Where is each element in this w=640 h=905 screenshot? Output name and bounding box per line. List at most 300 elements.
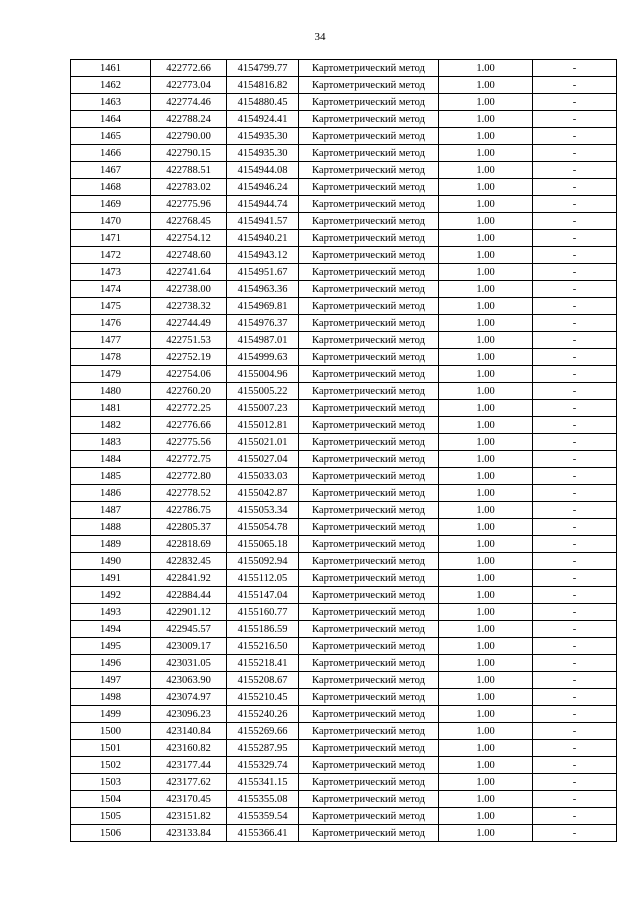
point-number-cell: 1468 <box>71 179 151 196</box>
x-coordinate-cell: 422754.12 <box>151 230 227 247</box>
method-cell: Картометрический метод <box>299 451 439 468</box>
x-coordinate-cell: 422768.45 <box>151 213 227 230</box>
accuracy-cell: 1.00 <box>439 451 533 468</box>
y-coordinate-cell: 4154924.41 <box>227 111 299 128</box>
method-cell: Картометрический метод <box>299 502 439 519</box>
y-coordinate-cell: 4155240.26 <box>227 706 299 723</box>
method-cell: Картометрический метод <box>299 757 439 774</box>
accuracy-cell: 1.00 <box>439 196 533 213</box>
x-coordinate-cell: 422741.64 <box>151 264 227 281</box>
table-row <box>71 740 617 757</box>
y-coordinate-cell: 4155007.23 <box>227 400 299 417</box>
note-cell: - <box>533 213 617 230</box>
method-cell: Картометрический метод <box>299 400 439 417</box>
x-coordinate-cell: 422776.66 <box>151 417 227 434</box>
note-cell: - <box>533 655 617 672</box>
x-coordinate-cell: 422832.45 <box>151 553 227 570</box>
method-cell: Картометрический метод <box>299 366 439 383</box>
table-row <box>71 77 617 94</box>
x-coordinate-cell: 422818.69 <box>151 536 227 553</box>
x-coordinate-cell: 423160.82 <box>151 740 227 757</box>
table-row <box>71 689 617 706</box>
table-row <box>71 179 617 196</box>
x-coordinate-cell: 423170.45 <box>151 791 227 808</box>
accuracy-cell: 1.00 <box>439 808 533 825</box>
x-coordinate-cell: 422774.46 <box>151 94 227 111</box>
accuracy-cell: 1.00 <box>439 111 533 128</box>
y-coordinate-cell: 4155208.67 <box>227 672 299 689</box>
table-row <box>71 604 617 621</box>
y-coordinate-cell: 4155112.05 <box>227 570 299 587</box>
method-cell: Картометрический метод <box>299 740 439 757</box>
note-cell: - <box>533 366 617 383</box>
x-coordinate-cell: 422773.04 <box>151 77 227 94</box>
table-row <box>71 417 617 434</box>
accuracy-cell: 1.00 <box>439 213 533 230</box>
table-row <box>71 111 617 128</box>
point-number-cell: 1481 <box>71 400 151 417</box>
method-cell: Картометрический метод <box>299 264 439 281</box>
method-cell: Картометрический метод <box>299 332 439 349</box>
accuracy-cell: 1.00 <box>439 77 533 94</box>
coordinates-table-body <box>71 60 617 842</box>
table-row <box>71 825 617 842</box>
note-cell: - <box>533 808 617 825</box>
note-cell: - <box>533 638 617 655</box>
table-row <box>71 468 617 485</box>
accuracy-cell: 1.00 <box>439 604 533 621</box>
point-number-cell: 1492 <box>71 587 151 604</box>
accuracy-cell: 1.00 <box>439 655 533 672</box>
accuracy-cell: 1.00 <box>439 689 533 706</box>
method-cell: Картометрический метод <box>299 417 439 434</box>
y-coordinate-cell: 4155012.81 <box>227 417 299 434</box>
y-coordinate-cell: 4155287.95 <box>227 740 299 757</box>
accuracy-cell: 1.00 <box>439 281 533 298</box>
x-coordinate-cell: 423074.97 <box>151 689 227 706</box>
method-cell: Картометрический метод <box>299 315 439 332</box>
point-number-cell: 1474 <box>71 281 151 298</box>
y-coordinate-cell: 4155004.96 <box>227 366 299 383</box>
method-cell: Картометрический метод <box>299 179 439 196</box>
note-cell: - <box>533 740 617 757</box>
point-number-cell: 1465 <box>71 128 151 145</box>
point-number-cell: 1487 <box>71 502 151 519</box>
accuracy-cell: 1.00 <box>439 264 533 281</box>
x-coordinate-cell: 422738.00 <box>151 281 227 298</box>
accuracy-cell: 1.00 <box>439 94 533 111</box>
table-row <box>71 298 617 315</box>
y-coordinate-cell: 4155186.59 <box>227 621 299 638</box>
method-cell: Картометрический метод <box>299 553 439 570</box>
y-coordinate-cell: 4154946.24 <box>227 179 299 196</box>
accuracy-cell: 1.00 <box>439 162 533 179</box>
accuracy-cell: 1.00 <box>439 774 533 791</box>
accuracy-cell: 1.00 <box>439 485 533 502</box>
table-row <box>71 145 617 162</box>
x-coordinate-cell: 422884.44 <box>151 587 227 604</box>
page-number: 34 <box>314 31 326 43</box>
method-cell: Картометрический метод <box>299 383 439 400</box>
y-coordinate-cell: 4155042.87 <box>227 485 299 502</box>
point-number-cell: 1476 <box>71 315 151 332</box>
y-coordinate-cell: 4154880.45 <box>227 94 299 111</box>
y-coordinate-cell: 4154816.82 <box>227 77 299 94</box>
method-cell: Картометрический метод <box>299 655 439 672</box>
note-cell: - <box>533 111 617 128</box>
note-cell: - <box>533 672 617 689</box>
x-coordinate-cell: 422805.37 <box>151 519 227 536</box>
note-cell: - <box>533 77 617 94</box>
note-cell: - <box>533 298 617 315</box>
x-coordinate-cell: 422901.12 <box>151 604 227 621</box>
point-number-cell: 1477 <box>71 332 151 349</box>
point-number-cell: 1497 <box>71 672 151 689</box>
x-coordinate-cell: 423151.82 <box>151 808 227 825</box>
accuracy-cell: 1.00 <box>439 400 533 417</box>
method-cell: Картометрический метод <box>299 349 439 366</box>
y-coordinate-cell: 4155269.66 <box>227 723 299 740</box>
table-row <box>71 519 617 536</box>
table-row <box>71 723 617 740</box>
point-number-cell: 1500 <box>71 723 151 740</box>
point-number-cell: 1484 <box>71 451 151 468</box>
note-cell: - <box>533 400 617 417</box>
table-row <box>71 587 617 604</box>
note-cell: - <box>533 536 617 553</box>
accuracy-cell: 1.00 <box>439 519 533 536</box>
accuracy-cell: 1.00 <box>439 553 533 570</box>
point-number-cell: 1480 <box>71 383 151 400</box>
method-cell: Картометрический метод <box>299 94 439 111</box>
method-cell: Картометрический метод <box>299 774 439 791</box>
table-row <box>71 247 617 264</box>
coordinates-table <box>70 59 617 842</box>
point-number-cell: 1463 <box>71 94 151 111</box>
x-coordinate-cell: 422752.19 <box>151 349 227 366</box>
accuracy-cell: 1.00 <box>439 247 533 264</box>
x-coordinate-cell: 423031.05 <box>151 655 227 672</box>
table-row <box>71 706 617 723</box>
point-number-cell: 1504 <box>71 791 151 808</box>
y-coordinate-cell: 4155366.41 <box>227 825 299 842</box>
point-number-cell: 1479 <box>71 366 151 383</box>
method-cell: Картометрический метод <box>299 672 439 689</box>
accuracy-cell: 1.00 <box>439 825 533 842</box>
point-number-cell: 1461 <box>71 60 151 77</box>
point-number-cell: 1489 <box>71 536 151 553</box>
method-cell: Картометрический метод <box>299 281 439 298</box>
x-coordinate-cell: 423063.90 <box>151 672 227 689</box>
accuracy-cell: 1.00 <box>439 757 533 774</box>
y-coordinate-cell: 4155216.50 <box>227 638 299 655</box>
note-cell: - <box>533 179 617 196</box>
x-coordinate-cell: 422783.02 <box>151 179 227 196</box>
method-cell: Картометрический метод <box>299 825 439 842</box>
table-row <box>71 434 617 451</box>
point-number-cell: 1472 <box>71 247 151 264</box>
table-row <box>71 808 617 825</box>
point-number-cell: 1505 <box>71 808 151 825</box>
point-number-cell: 1502 <box>71 757 151 774</box>
point-number-cell: 1471 <box>71 230 151 247</box>
y-coordinate-cell: 4155359.54 <box>227 808 299 825</box>
x-coordinate-cell: 423177.44 <box>151 757 227 774</box>
table-row <box>71 128 617 145</box>
accuracy-cell: 1.00 <box>439 145 533 162</box>
point-number-cell: 1506 <box>71 825 151 842</box>
method-cell: Картометрический метод <box>299 298 439 315</box>
accuracy-cell: 1.00 <box>439 315 533 332</box>
y-coordinate-cell: 4155054.78 <box>227 519 299 536</box>
note-cell: - <box>533 723 617 740</box>
note-cell: - <box>533 417 617 434</box>
y-coordinate-cell: 4155021.01 <box>227 434 299 451</box>
y-coordinate-cell: 4154943.12 <box>227 247 299 264</box>
y-coordinate-cell: 4155341.15 <box>227 774 299 791</box>
y-coordinate-cell: 4155033.03 <box>227 468 299 485</box>
note-cell: - <box>533 162 617 179</box>
note-cell: - <box>533 570 617 587</box>
x-coordinate-cell: 422744.49 <box>151 315 227 332</box>
y-coordinate-cell: 4155218.41 <box>227 655 299 672</box>
y-coordinate-cell: 4154951.67 <box>227 264 299 281</box>
method-cell: Картометрический метод <box>299 723 439 740</box>
y-coordinate-cell: 4154969.81 <box>227 298 299 315</box>
y-coordinate-cell: 4155092.94 <box>227 553 299 570</box>
point-number-cell: 1488 <box>71 519 151 536</box>
x-coordinate-cell: 422751.53 <box>151 332 227 349</box>
x-coordinate-cell: 422945.57 <box>151 621 227 638</box>
table-row <box>71 230 617 247</box>
point-number-cell: 1467 <box>71 162 151 179</box>
x-coordinate-cell: 422790.00 <box>151 128 227 145</box>
table-row <box>71 213 617 230</box>
y-coordinate-cell: 4154940.21 <box>227 230 299 247</box>
note-cell: - <box>533 485 617 502</box>
table-row <box>71 366 617 383</box>
accuracy-cell: 1.00 <box>439 706 533 723</box>
accuracy-cell: 1.00 <box>439 621 533 638</box>
method-cell: Картометрический метод <box>299 519 439 536</box>
note-cell: - <box>533 247 617 264</box>
x-coordinate-cell: 422754.06 <box>151 366 227 383</box>
x-coordinate-cell: 422772.66 <box>151 60 227 77</box>
point-number-cell: 1499 <box>71 706 151 723</box>
method-cell: Картометрический метод <box>299 145 439 162</box>
method-cell: Картометрический метод <box>299 213 439 230</box>
note-cell: - <box>533 553 617 570</box>
point-number-cell: 1483 <box>71 434 151 451</box>
y-coordinate-cell: 4155210.45 <box>227 689 299 706</box>
note-cell: - <box>533 825 617 842</box>
accuracy-cell: 1.00 <box>439 128 533 145</box>
x-coordinate-cell: 422748.60 <box>151 247 227 264</box>
note-cell: - <box>533 519 617 536</box>
point-number-cell: 1495 <box>71 638 151 655</box>
note-cell: - <box>533 383 617 400</box>
table-row <box>71 553 617 570</box>
table-row <box>71 621 617 638</box>
method-cell: Картометрический метод <box>299 706 439 723</box>
method-cell: Картометрический метод <box>299 60 439 77</box>
accuracy-cell: 1.00 <box>439 570 533 587</box>
note-cell: - <box>533 196 617 213</box>
point-number-cell: 1475 <box>71 298 151 315</box>
table-row <box>71 791 617 808</box>
y-coordinate-cell: 4154935.30 <box>227 145 299 162</box>
point-number-cell: 1470 <box>71 213 151 230</box>
y-coordinate-cell: 4155160.77 <box>227 604 299 621</box>
method-cell: Картометрический метод <box>299 604 439 621</box>
table-row <box>71 332 617 349</box>
note-cell: - <box>533 145 617 162</box>
point-number-cell: 1466 <box>71 145 151 162</box>
accuracy-cell: 1.00 <box>439 502 533 519</box>
point-number-cell: 1464 <box>71 111 151 128</box>
note-cell: - <box>533 468 617 485</box>
y-coordinate-cell: 4154987.01 <box>227 332 299 349</box>
x-coordinate-cell: 423133.84 <box>151 825 227 842</box>
table-row <box>71 264 617 281</box>
note-cell: - <box>533 502 617 519</box>
y-coordinate-cell: 4154963.36 <box>227 281 299 298</box>
accuracy-cell: 1.00 <box>439 740 533 757</box>
x-coordinate-cell: 422738.32 <box>151 298 227 315</box>
method-cell: Картометрический метод <box>299 434 439 451</box>
accuracy-cell: 1.00 <box>439 383 533 400</box>
note-cell: - <box>533 774 617 791</box>
table-row <box>71 315 617 332</box>
accuracy-cell: 1.00 <box>439 536 533 553</box>
y-coordinate-cell: 4155005.22 <box>227 383 299 400</box>
note-cell: - <box>533 60 617 77</box>
table-row <box>71 757 617 774</box>
point-number-cell: 1501 <box>71 740 151 757</box>
x-coordinate-cell: 422760.20 <box>151 383 227 400</box>
table-row <box>71 451 617 468</box>
method-cell: Картометрический метод <box>299 111 439 128</box>
accuracy-cell: 1.00 <box>439 672 533 689</box>
point-number-cell: 1493 <box>71 604 151 621</box>
accuracy-cell: 1.00 <box>439 230 533 247</box>
x-coordinate-cell: 422775.56 <box>151 434 227 451</box>
table-row <box>71 502 617 519</box>
method-cell: Картометрический метод <box>299 570 439 587</box>
table-row <box>71 655 617 672</box>
method-cell: Картометрический метод <box>299 196 439 213</box>
method-cell: Картометрический метод <box>299 77 439 94</box>
method-cell: Картометрический метод <box>299 621 439 638</box>
x-coordinate-cell: 423177.62 <box>151 774 227 791</box>
y-coordinate-cell: 4155027.04 <box>227 451 299 468</box>
y-coordinate-cell: 4154944.08 <box>227 162 299 179</box>
note-cell: - <box>533 706 617 723</box>
point-number-cell: 1491 <box>71 570 151 587</box>
table-row <box>71 570 617 587</box>
point-number-cell: 1498 <box>71 689 151 706</box>
table-row <box>71 485 617 502</box>
accuracy-cell: 1.00 <box>439 349 533 366</box>
point-number-cell: 1496 <box>71 655 151 672</box>
y-coordinate-cell: 4155065.18 <box>227 536 299 553</box>
table-row <box>71 536 617 553</box>
note-cell: - <box>533 281 617 298</box>
accuracy-cell: 1.00 <box>439 638 533 655</box>
x-coordinate-cell: 422778.52 <box>151 485 227 502</box>
method-cell: Картометрический метод <box>299 791 439 808</box>
note-cell: - <box>533 230 617 247</box>
note-cell: - <box>533 332 617 349</box>
note-cell: - <box>533 587 617 604</box>
table-row <box>71 60 617 77</box>
point-number-cell: 1486 <box>71 485 151 502</box>
point-number-cell: 1485 <box>71 468 151 485</box>
point-number-cell: 1490 <box>71 553 151 570</box>
note-cell: - <box>533 128 617 145</box>
accuracy-cell: 1.00 <box>439 417 533 434</box>
note-cell: - <box>533 94 617 111</box>
table-row <box>71 162 617 179</box>
method-cell: Картометрический метод <box>299 485 439 502</box>
note-cell: - <box>533 434 617 451</box>
note-cell: - <box>533 349 617 366</box>
point-number-cell: 1469 <box>71 196 151 213</box>
point-number-cell: 1478 <box>71 349 151 366</box>
note-cell: - <box>533 315 617 332</box>
table-row <box>71 672 617 689</box>
x-coordinate-cell: 422788.24 <box>151 111 227 128</box>
y-coordinate-cell: 4154941.57 <box>227 213 299 230</box>
method-cell: Картометрический метод <box>299 536 439 553</box>
x-coordinate-cell: 422841.92 <box>151 570 227 587</box>
accuracy-cell: 1.00 <box>439 332 533 349</box>
table-row <box>71 281 617 298</box>
x-coordinate-cell: 422772.75 <box>151 451 227 468</box>
note-cell: - <box>533 689 617 706</box>
accuracy-cell: 1.00 <box>439 434 533 451</box>
method-cell: Картометрический метод <box>299 638 439 655</box>
point-number-cell: 1503 <box>71 774 151 791</box>
x-coordinate-cell: 422772.80 <box>151 468 227 485</box>
method-cell: Картометрический метод <box>299 247 439 264</box>
y-coordinate-cell: 4155053.34 <box>227 502 299 519</box>
x-coordinate-cell: 422786.75 <box>151 502 227 519</box>
y-coordinate-cell: 4154799.77 <box>227 60 299 77</box>
table-row <box>71 638 617 655</box>
accuracy-cell: 1.00 <box>439 791 533 808</box>
point-number-cell: 1494 <box>71 621 151 638</box>
table-row <box>71 196 617 213</box>
y-coordinate-cell: 4155355.08 <box>227 791 299 808</box>
method-cell: Картометрический метод <box>299 689 439 706</box>
accuracy-cell: 1.00 <box>439 587 533 604</box>
table-row <box>71 94 617 111</box>
method-cell: Картометрический метод <box>299 128 439 145</box>
x-coordinate-cell: 422772.25 <box>151 400 227 417</box>
note-cell: - <box>533 791 617 808</box>
table-row <box>71 774 617 791</box>
x-coordinate-cell: 423140.84 <box>151 723 227 740</box>
note-cell: - <box>533 451 617 468</box>
table-row <box>71 383 617 400</box>
accuracy-cell: 1.00 <box>439 366 533 383</box>
x-coordinate-cell: 422788.51 <box>151 162 227 179</box>
x-coordinate-cell: 423009.17 <box>151 638 227 655</box>
accuracy-cell: 1.00 <box>439 298 533 315</box>
point-number-cell: 1462 <box>71 77 151 94</box>
accuracy-cell: 1.00 <box>439 468 533 485</box>
